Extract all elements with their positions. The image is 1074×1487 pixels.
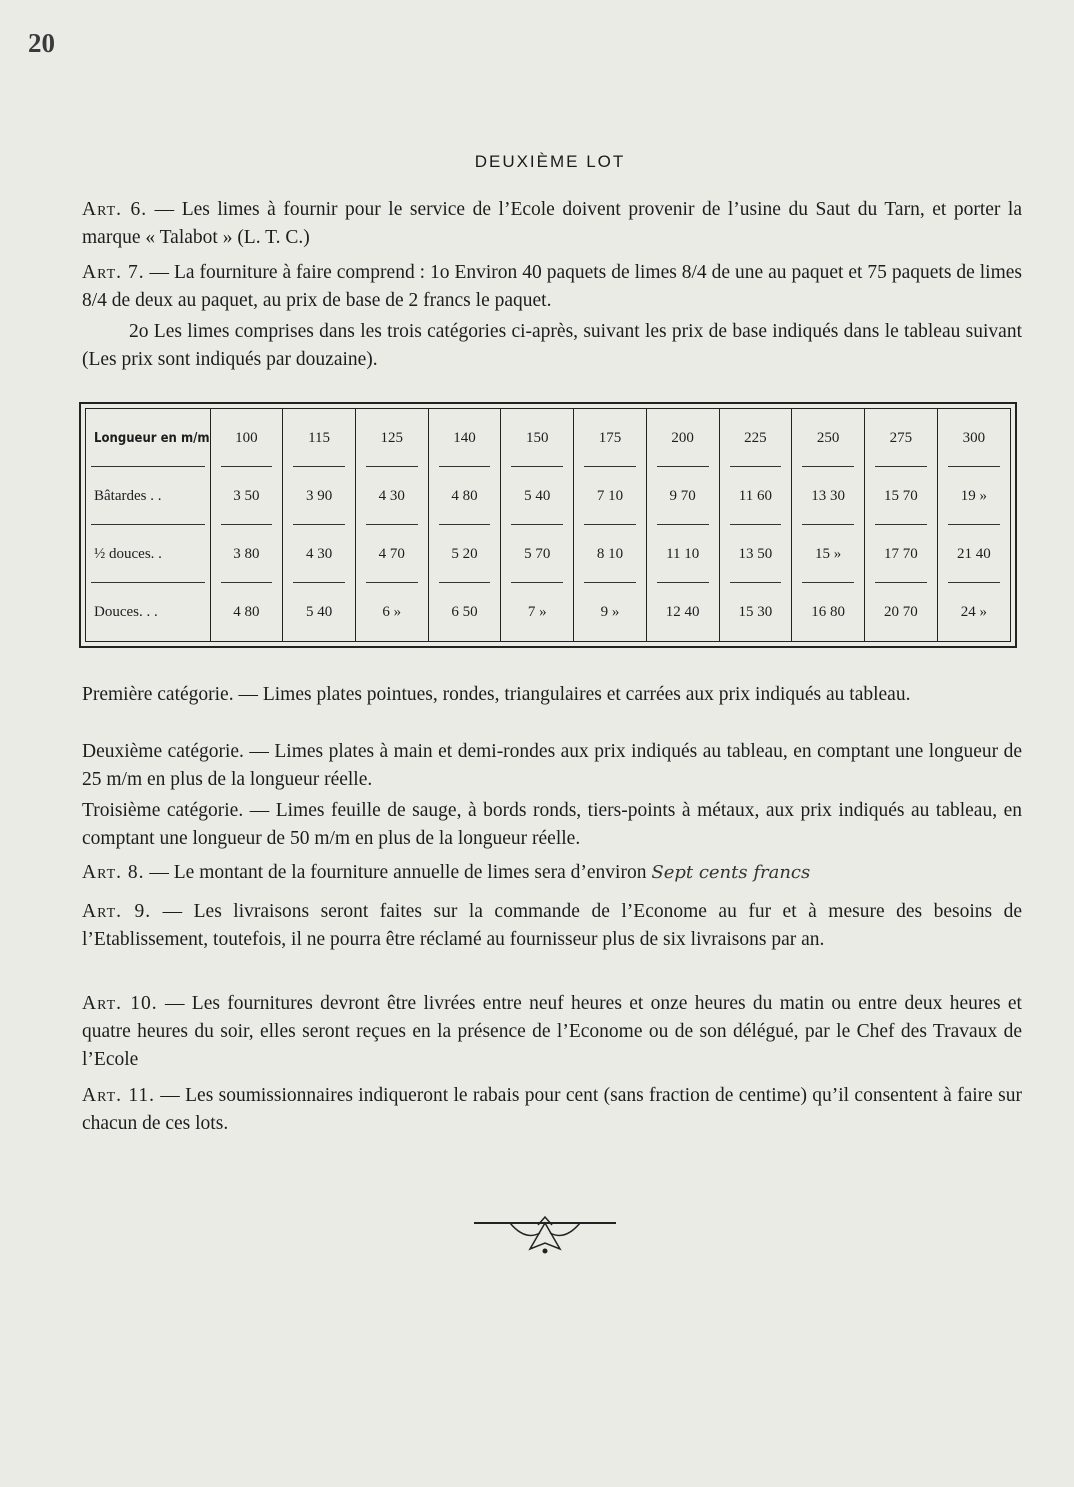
- row-label: Douces. . .: [94, 603, 158, 620]
- price-cell: 7 »: [501, 583, 574, 641]
- length-cell: 175: [574, 409, 647, 467]
- category-text: Première catégorie. — Limes plates pointues, rondes, triangulaires et carrées aux prix indiqués au tableau.: [82, 684, 911, 705]
- table-header-row: [86, 409, 1010, 467]
- category-1: [82, 681, 1022, 709]
- price-cell: 6 50: [428, 583, 501, 641]
- price-cell: 9 »: [574, 583, 647, 641]
- article-10: [82, 990, 1022, 1074]
- table-row: [86, 525, 1010, 583]
- table-row: [86, 467, 1010, 525]
- price-cell: 8 10: [574, 525, 647, 583]
- article-6: [82, 196, 1022, 252]
- price-cell: 4 80: [210, 583, 283, 641]
- length-cell: 300: [937, 409, 1010, 467]
- article-text: — Les soumissionnaires indiqueront le rabais pour cent (sans fraction de centime) qu’il consentent à faire sur chacun de ces lots.: [82, 1085, 1022, 1134]
- article-text: — Les livraisons seront faites sur la commande de l’Econome au fur et à mesure des besoins de l’Etablissement, toutefois, il ne pourra être réclamé au fournisseur plus de six livraisons par an.: [82, 901, 1022, 950]
- price-cell: 5 40: [283, 583, 356, 641]
- price-cell: 15 30: [719, 583, 792, 641]
- price-cell: 7 10: [574, 467, 647, 525]
- article-number: Art. 11.: [82, 1085, 155, 1106]
- article-8: [82, 859, 1022, 887]
- length-cell: 125: [355, 409, 428, 467]
- header-label: Longueur en m/m: [86, 409, 210, 467]
- category-3: [82, 797, 1022, 853]
- lot-title: DEUXIÈME LOT: [474, 152, 626, 171]
- price-cell: 20 70: [864, 583, 937, 641]
- length-cell: 200: [646, 409, 719, 467]
- row-label: ½ douces. .: [86, 525, 210, 583]
- price-cell: 3 90: [283, 467, 356, 525]
- length-cell: 115: [283, 409, 356, 467]
- price-cell: 11 10: [646, 525, 719, 583]
- price-cell: 19 »: [937, 467, 1010, 525]
- article-number: Art. 9.: [82, 901, 152, 922]
- article-text: — Les limes à fournir pour le service de l’Ecole doivent provenir de l’usine du Saut du Tarn, et porter la marque « Talabot » (L. T. C.): [82, 199, 1022, 248]
- article-text: — Les fournitures devront être livrées entre neuf heures et onze heures du matin ou entre deux heures et quatre heures du soir, elles seront reçues en la présence de l’Econome ou de son délégué, par le Chef des Travaux de l’Ecole: [82, 993, 1022, 1070]
- article-11: [82, 1082, 1022, 1138]
- table-row: [86, 583, 1010, 641]
- category-text: Deuxième catégorie. — Limes plates à main et demi-rondes aux prix indiqués au tableau, en comptant une longueur de 25 m/m en plus de la longueur réelle.: [82, 741, 1022, 790]
- article-text: — Le montant de la fourniture annuelle de limes sera d’environ: [144, 862, 652, 883]
- price-cell: 15 »: [792, 525, 865, 583]
- length-cell: 140: [428, 409, 501, 467]
- length-cell: 100: [210, 409, 283, 467]
- article-7-part-2: [82, 318, 1022, 374]
- price-cell: 24 »: [937, 583, 1010, 641]
- article-number: Art. 7.: [82, 262, 145, 283]
- price-cell: 5 70: [501, 525, 574, 583]
- price-cell: 5 20: [428, 525, 501, 583]
- price-cell: 4 80: [428, 467, 501, 525]
- handwritten-amount: Sept cents francs: [651, 862, 811, 883]
- article-9: [82, 898, 1022, 954]
- price-cell: 13 30: [792, 467, 865, 525]
- length-cell: 250: [792, 409, 865, 467]
- article-text: — La fourniture à faire comprend : 1o Environ 40 paquets de limes 8/4 de une au paquet et 75 paquets de limes 8/4 de deux au paquet, au prix de base de 2 francs le paquet.: [82, 262, 1022, 311]
- price-cell: 12 40: [646, 583, 719, 641]
- price-cell: 9 70: [646, 467, 719, 525]
- length-cell: 275: [864, 409, 937, 467]
- article-number: Art. 6.: [82, 199, 148, 220]
- price-cell: 4 70: [355, 525, 428, 583]
- price-cell: 16 80: [792, 583, 865, 641]
- article-number: Art. 8.: [82, 862, 145, 883]
- price-table: [79, 402, 1017, 648]
- price-cell: 3 50: [210, 467, 283, 525]
- article-7: [82, 259, 1022, 315]
- price-cell: 4 30: [283, 525, 356, 583]
- article-text: 2o Les limes comprises dans les trois catégories ci-après, suivant les prix de base indiqués dans le tableau suivant (Les prix sont indiqués par douzaine).: [82, 321, 1022, 370]
- price-cell: 21 40: [937, 525, 1010, 583]
- fleuron-ornament-icon: [470, 1213, 620, 1264]
- length-cell: 150: [501, 409, 574, 467]
- length-cell: 225: [719, 409, 792, 467]
- row-label: Bâtardes . .: [86, 467, 210, 525]
- article-number: Art. 10.: [82, 993, 158, 1014]
- price-cell: 4 30: [355, 467, 428, 525]
- category-2: [82, 738, 1022, 794]
- price-cell: 5 40: [501, 467, 574, 525]
- price-cell: 3 80: [210, 525, 283, 583]
- price-cell: 6 »: [355, 583, 428, 641]
- page-number: 20: [28, 28, 55, 58]
- price-cell: 17 70: [864, 525, 937, 583]
- category-text: Troisième catégorie. — Limes feuille de sauge, à bords ronds, tiers-points à métaux, aux prix indiqués au tableau, en comptant une longueur de 50 m/m en plus de la longueur réelle.: [82, 800, 1022, 849]
- price-cell: 15 70: [864, 467, 937, 525]
- price-cell: 13 50: [719, 525, 792, 583]
- price-cell: 11 60: [719, 467, 792, 525]
